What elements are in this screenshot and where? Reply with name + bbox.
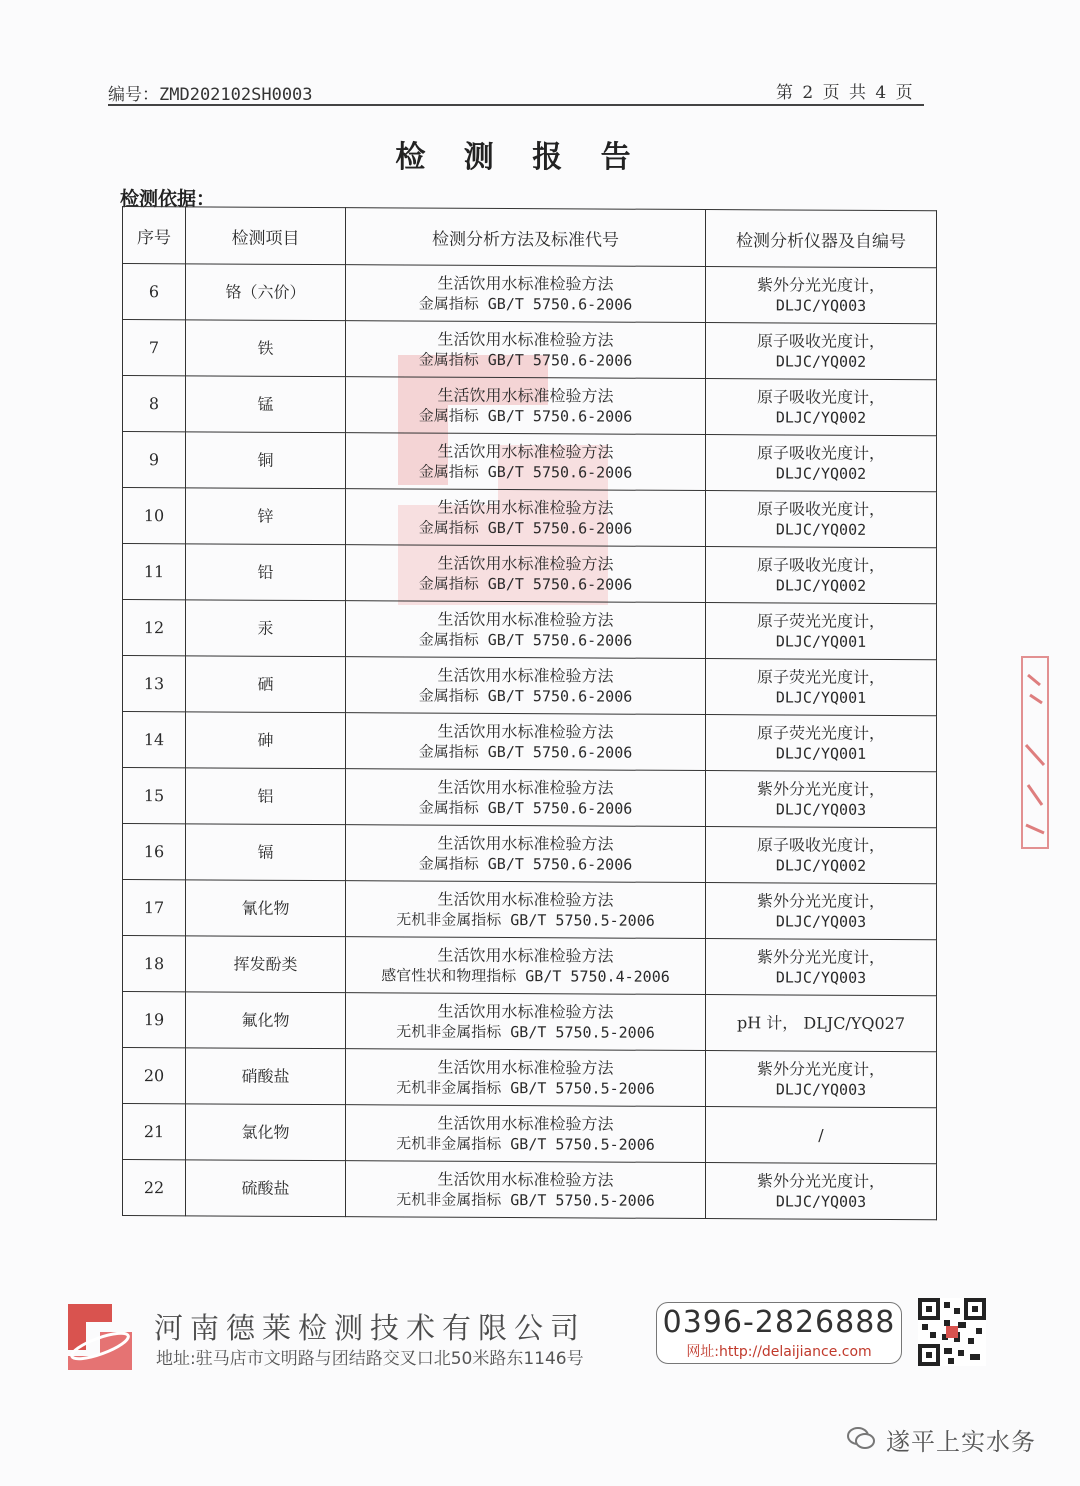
instrument-line-2: DLJC/YQ001 xyxy=(775,743,867,763)
method-line-2: 金属指标 GB/T 5750.6-2006 xyxy=(418,798,633,818)
cell-instrument xyxy=(706,267,937,324)
method-line-2: 金属指标 GB/T 5750.6-2006 xyxy=(418,742,633,762)
method-line-2: 无机非金属指标 GB/T 5750.5-2006 xyxy=(396,1021,655,1042)
cell-item: 砷 xyxy=(186,712,346,769)
qr-code-icon xyxy=(918,1298,986,1366)
table-row xyxy=(123,376,937,436)
document-title: 检 测 报 告 xyxy=(395,140,645,175)
cell-method xyxy=(346,825,706,883)
instrument-line-1: / xyxy=(818,1125,824,1145)
instrument-line-1: 紫外分光光度计， xyxy=(756,274,885,295)
instrument-line-1: 原子吸收光度计， xyxy=(756,386,885,407)
cell-instrument xyxy=(706,883,937,940)
instrument-line-1: 紫外分光光度计， xyxy=(756,890,885,911)
cell-no: 13 xyxy=(123,656,186,712)
table-row xyxy=(123,1048,937,1108)
method-line-1: 生活饮用水标准检验方法 xyxy=(437,1057,614,1078)
instrument-line-1: pH 计， DLJC/YQ027 xyxy=(736,1013,906,1034)
method-line-1: 生活饮用水标准检验方法 xyxy=(437,553,614,574)
company-logo-icon xyxy=(64,1300,136,1372)
cell-instrument xyxy=(706,1051,937,1108)
method-line-2: 感官性状和物理指标 GB/T 5750.4-2006 xyxy=(381,965,670,986)
instrument-line-1: 原子吸收光度计， xyxy=(756,498,885,519)
table-row xyxy=(123,992,937,1052)
instrument-line-1: 原子荧光光度计， xyxy=(756,610,885,631)
method-line-1: 生活饮用水标准检验方法 xyxy=(437,497,614,518)
page-indicator: 第 2 页 共 4 页 xyxy=(776,83,915,103)
method-line-1: 生活饮用水标准检验方法 xyxy=(437,721,614,742)
cell-instrument xyxy=(706,939,937,996)
cell-no: 19 xyxy=(123,992,186,1048)
cell-method xyxy=(346,321,706,379)
cell-item: 铝 xyxy=(186,768,346,825)
cell-method xyxy=(346,937,706,995)
method-line-2: 无机非金属指标 GB/T 5750.5-2006 xyxy=(396,909,655,930)
table-row xyxy=(123,712,937,772)
method-line-2: 无机非金属指标 GB/T 5750.5-2006 xyxy=(396,1189,655,1210)
cell-no: 22 xyxy=(123,1160,186,1216)
table-row xyxy=(123,488,937,548)
report-number: 编号：ZMD202102SH0003 xyxy=(108,85,313,105)
method-line-1: 生活饮用水标准检验方法 xyxy=(437,945,614,966)
method-line-2: 金属指标 GB/T 5750.6-2006 xyxy=(418,294,633,314)
company-address: 地址:驻马店市文明路与团结路交叉口北50米路东1146号 xyxy=(156,1349,584,1369)
cell-no: 15 xyxy=(123,768,186,824)
method-line-2: 金属指标 GB/T 5750.6-2006 xyxy=(418,630,633,650)
instrument-line-2: DLJC/YQ003 xyxy=(775,295,867,315)
instrument-line-2: DLJC/YQ002 xyxy=(775,855,867,875)
cell-item: 锰 xyxy=(186,376,346,433)
method-line-1: 生活饮用水标准检验方法 xyxy=(437,273,614,294)
cell-instrument xyxy=(706,771,937,828)
cell-item: 镉 xyxy=(186,824,346,881)
table-header-row xyxy=(123,207,937,268)
basis-label: 检测依据： xyxy=(120,188,216,210)
website-url: 网址:http://delaijiance.com xyxy=(686,1344,872,1360)
cell-instrument xyxy=(706,715,937,772)
wechat-icon xyxy=(846,1425,876,1451)
seal-stamp-fragment xyxy=(1020,655,1050,850)
cell-item: 铜 xyxy=(186,432,346,489)
instrument-line-1: 原子吸收光度计， xyxy=(756,330,885,351)
table-row xyxy=(123,600,937,660)
cell-no: 9 xyxy=(123,432,186,488)
cell-item: 铁 xyxy=(186,320,346,377)
col-header-method: 检测分析方法及标准代号 xyxy=(346,208,706,267)
instrument-line-1: 原子荧光光度计， xyxy=(756,666,885,687)
cell-instrument xyxy=(706,379,937,436)
cell-instrument xyxy=(706,547,937,604)
cell-instrument xyxy=(706,1163,937,1220)
instrument-line-1: 原子吸收光度计， xyxy=(756,834,885,855)
cell-method xyxy=(346,657,706,715)
cell-method xyxy=(346,433,706,491)
instrument-line-2: DLJC/YQ002 xyxy=(775,463,867,483)
cell-instrument xyxy=(706,491,937,548)
instrument-line-2: DLJC/YQ003 xyxy=(775,911,867,931)
instrument-line-2: DLJC/YQ003 xyxy=(775,1079,867,1099)
instrument-line-1: 原子荧光光度计， xyxy=(756,722,885,743)
table-row xyxy=(123,320,937,380)
instrument-line-2: DLJC/YQ002 xyxy=(775,407,867,427)
cell-method xyxy=(346,1105,706,1163)
method-line-1: 生活饮用水标准检验方法 xyxy=(437,777,614,798)
wechat-account-name: 遂平上实水务 xyxy=(886,1428,1036,1456)
cell-item: 硝酸盐 xyxy=(186,1048,346,1105)
instrument-line-2: DLJC/YQ001 xyxy=(775,631,867,651)
cell-instrument xyxy=(706,323,937,380)
instrument-line-1: 原子吸收光度计， xyxy=(756,554,885,575)
method-line-1: 生活饮用水标准检验方法 xyxy=(437,1169,614,1190)
method-line-1: 生活饮用水标准检验方法 xyxy=(437,441,614,462)
table-row xyxy=(123,544,937,604)
cell-no: 11 xyxy=(123,544,186,600)
cell-method xyxy=(346,377,706,435)
cell-instrument xyxy=(706,827,937,884)
contact-box xyxy=(656,1302,902,1364)
method-line-2: 金属指标 GB/T 5750.6-2006 xyxy=(418,574,633,594)
instrument-line-2: DLJC/YQ003 xyxy=(775,967,867,987)
method-line-2: 无机非金属指标 GB/T 5750.5-2006 xyxy=(396,1133,655,1154)
table-row xyxy=(123,768,937,828)
cell-method xyxy=(346,713,706,771)
instrument-line-2: DLJC/YQ002 xyxy=(775,351,867,371)
cell-item: 氰化物 xyxy=(186,880,346,937)
method-line-1: 生活饮用水标准检验方法 xyxy=(437,329,614,350)
instrument-line-2: DLJC/YQ003 xyxy=(775,1191,867,1211)
method-line-2: 金属指标 GB/T 5750.6-2006 xyxy=(418,686,633,706)
cell-no: 16 xyxy=(123,824,186,880)
cell-method xyxy=(346,993,706,1051)
method-line-2: 金属指标 GB/T 5750.6-2006 xyxy=(418,462,633,482)
method-line-1: 生活饮用水标准检验方法 xyxy=(437,1113,614,1134)
cell-no: 6 xyxy=(123,264,186,320)
cell-method xyxy=(346,1049,706,1107)
cell-no: 17 xyxy=(123,880,186,936)
method-line-2: 金属指标 GB/T 5750.6-2006 xyxy=(418,518,633,538)
instrument-line-1: 紫外分光光度计， xyxy=(756,1170,885,1191)
cell-item: 氟化物 xyxy=(186,992,346,1049)
table-row xyxy=(123,880,937,940)
table-row xyxy=(123,264,937,324)
cell-instrument xyxy=(706,995,937,1052)
method-line-1: 生活饮用水标准检验方法 xyxy=(437,1001,614,1022)
method-line-1: 生活饮用水标准检验方法 xyxy=(437,385,614,406)
cell-method xyxy=(346,769,706,827)
table-row xyxy=(123,936,937,996)
method-table xyxy=(122,206,937,1220)
cell-instrument xyxy=(706,435,937,492)
method-line-1: 生活饮用水标准检验方法 xyxy=(437,889,614,910)
instrument-line-2: DLJC/YQ001 xyxy=(775,687,867,707)
cell-method xyxy=(346,545,706,603)
cell-item: 汞 xyxy=(186,600,346,657)
cell-item: 铬（六价） xyxy=(186,264,346,321)
company-name: 河南德莱检测技术有限公司 xyxy=(154,1311,587,1345)
cell-no: 20 xyxy=(123,1048,186,1104)
table-row xyxy=(123,656,937,716)
cell-no: 7 xyxy=(123,320,186,376)
cell-no: 12 xyxy=(123,600,186,656)
phone-number: 0396-2826888 xyxy=(662,1305,896,1340)
cell-method xyxy=(346,265,706,323)
cell-item: 挥发酚类 xyxy=(186,936,346,993)
cell-instrument xyxy=(706,603,937,660)
cell-method xyxy=(346,1161,706,1219)
instrument-line-1: 原子吸收光度计， xyxy=(756,442,885,463)
method-line-1: 生活饮用水标准检验方法 xyxy=(437,665,614,686)
cell-item: 锌 xyxy=(186,488,346,545)
method-line-2: 金属指标 GB/T 5750.6-2006 xyxy=(418,406,633,426)
cell-no: 18 xyxy=(123,936,186,992)
table-row xyxy=(123,432,937,492)
col-header-item: 检测项目 xyxy=(186,207,346,265)
method-line-1: 生活饮用水标准检验方法 xyxy=(437,609,614,630)
col-header-no: 序号 xyxy=(123,207,186,264)
method-line-2: 无机非金属指标 GB/T 5750.5-2006 xyxy=(396,1077,655,1098)
table-body xyxy=(123,264,937,1220)
instrument-line-1: 紫外分光光度计， xyxy=(756,778,885,799)
table-row xyxy=(123,1104,937,1164)
instrument-line-2: DLJC/YQ002 xyxy=(775,575,867,595)
instrument-line-1: 紫外分光光度计， xyxy=(756,1058,885,1079)
cell-no: 10 xyxy=(123,488,186,544)
method-line-2: 金属指标 GB/T 5750.6-2006 xyxy=(418,350,633,370)
col-header-instrument: 检测分析仪器及自编号 xyxy=(706,210,937,268)
header-rule xyxy=(108,104,924,106)
table-row xyxy=(123,1160,937,1220)
cell-item: 铅 xyxy=(186,544,346,601)
cell-instrument xyxy=(706,659,937,716)
cell-no: 8 xyxy=(123,376,186,432)
table-row xyxy=(123,824,937,884)
cell-method xyxy=(346,601,706,659)
cell-no: 14 xyxy=(123,712,186,768)
method-line-1: 生活饮用水标准检验方法 xyxy=(437,833,614,854)
instrument-line-2: DLJC/YQ003 xyxy=(775,799,867,819)
instrument-line-1: 紫外分光光度计， xyxy=(756,946,885,967)
method-line-2: 金属指标 GB/T 5750.6-2006 xyxy=(418,854,633,874)
instrument-line-2: DLJC/YQ002 xyxy=(775,519,867,539)
cell-item: 硫酸盐 xyxy=(186,1160,346,1217)
cell-no: 21 xyxy=(123,1104,186,1160)
cell-item: 硒 xyxy=(186,656,346,713)
cell-item: 氯化物 xyxy=(186,1104,346,1161)
cell-instrument xyxy=(706,1107,937,1164)
cell-method xyxy=(346,489,706,547)
cell-method xyxy=(346,881,706,939)
